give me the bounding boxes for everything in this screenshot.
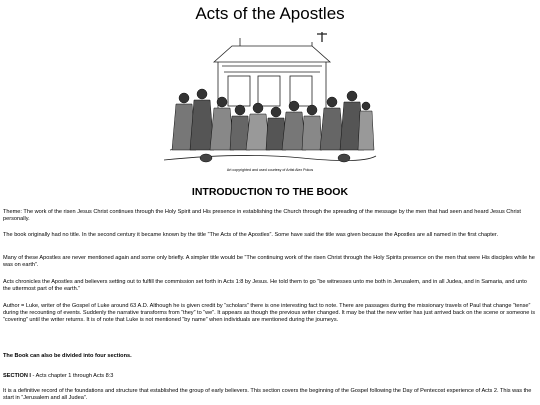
page-title: Acts of the Apostles [195,4,345,23]
section-1-range: - Acts chapter 1 through Acts 8:3 [30,373,114,379]
chronicles-paragraph: Acts chronicles the Apostles and believers setting out to fulfill the commission set forth in Acts 1:8 by Jesus. He told them to go “be witnesses unto me both in Jerusalem, and in all Judea, and in Samaria, and unto the uttermost part of the earth.” [3,279,527,293]
title-history-paragraph: The book originally had no title. In the second century it became known by the title “The Acts of the Apostles”. Some have said the title was given because the Apostles are all named in the first chapter. [3,232,499,238]
apostles-paragraph: Many of these Apostles are never mentioned again and some only briefly. A simpler title would be “The continuing work of the risen Christ through the Holy Spirits presence on the men that were His disciples while he was on earth”. [3,255,535,269]
apostles-illustration [162,32,377,168]
image-caption: Art copyrighted and used courtesy of Artist Alex Pokos [226,168,314,172]
theme-paragraph: Theme: The work of the risen Jesus Christ continues through the Holy Spirit and His presence in establishing the Church through the spreading of the message by the men that had seen and heard Jesus Christ personally. [3,209,521,223]
section-1-label: SECTION I [3,373,31,379]
divided-paragraph: The Book can also be divided into four sections. [3,353,132,359]
author-paragraph: Author = Luke, writer of the Gospel of Luke around 63 A.D. Although he is given credit by “scholars” there is one interesting fact to note. There are passages during the missionary travels of Paul that change “tense” during the recounting of events. Suddenly the narrative transforms from “they” to “we”. It appears as though the previous writer changed. It may be that the new writer has just arrived back on the scene or someone is “covering” until the writer returns. It is of note that Luke is not mentioned “by name” when individuals are mentioned during the journeys. [3,303,535,324]
intro-heading: INTRODUCTION TO THE BOOK [191,186,349,198]
section-1-heading [3,373,535,380]
section-1-paragraph: It is a definitive record of the foundations and structure that established the group of early believers. This section covers the beginning of the Gospel following the Day of Pentecost experience of Acts 2. This was the start in “Jerusalem and all Judea”. [3,388,532,402]
